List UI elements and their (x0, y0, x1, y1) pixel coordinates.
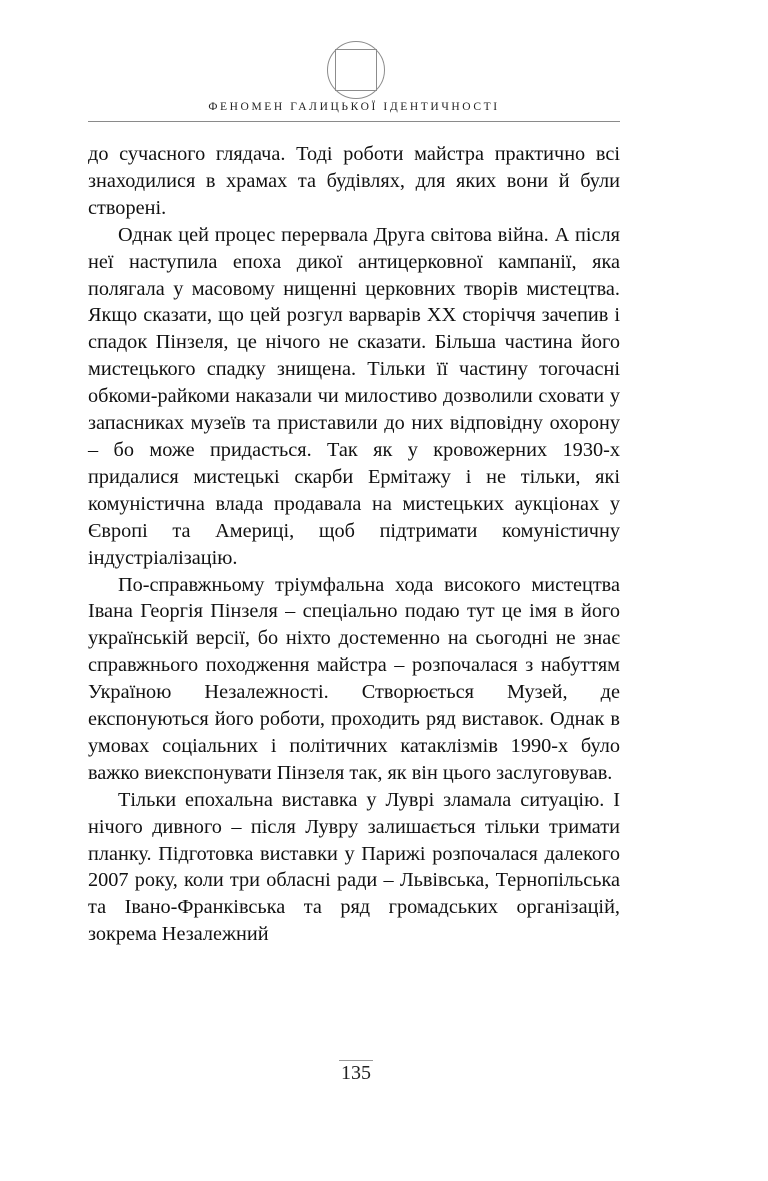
page-number: 135 (341, 1062, 371, 1084)
paragraph-2: Однак цей процес перервала Друга світова війна. А після неї наступила епоха дикої антицерковної кампанії, яка полягала у масовому нищенні церковних творів мистецтва. Якщо сказати, що цей розгул варварів ХХ сторіччя зачепив і спадок Пінзеля, це нічого не сказати. Більша частина його мистецького спадку знищена. Тільки її частину тогочасні обкоми-райкоми наказали чи милостиво дозволили сховати у запасниках музеїв та приставили до них відповідну охорону – бо може придасться. Так як у кровожерних 1930-х придалися мистецькі скарби Ермітажу і не тільки, які комуністична влада продавала на мистецьких аукціонах у Європі та Америці, щоб підтримати комуністичну індустріалізацію. (88, 223, 620, 569)
paragraph-1: до сучасного глядача. Тоді роботи майстра практично всі знаходилися в храмах та будівлях, для яких вони й були створені. (88, 143, 620, 219)
paragraph-4: Тільки епохальна виставка у Луврі зламала ситуацію. І нічого дивного – після Лувру залишається тільки тримати планку. Підготовка виставки у Парижі розпочалася далекого 2007 року, коли три обласні ради – Львівська, Тернопільська та Івано-Франківська та ряд громадських організацій, зокрема Незалежний (88, 788, 620, 946)
running-header: ФЕНОМЕН ГАЛИЦЬКОЇ ІДЕНТИЧНОСТІ (208, 101, 500, 113)
paragraph-3: По-справжньому тріумфальна хода високого мистецтва Івана Георгія Пінзеля – спеціально подаю тут це імя в його українській версії, бо ніхто достеменно на сьогодні не знає справжнього походження майстра – розпочалася з набуттям Україною Незалежності. Створюється Музей, де експонуються його роботи, проходить ряд виставок. Однак в умовах соціальних і політичних катаклізмів 1990-х було важко виекспонувати Пінзеля так, як він цього заслуговував. (88, 573, 620, 784)
header-rule (88, 121, 620, 122)
body-text (88, 141, 620, 948)
circle-square-emblem-icon (326, 40, 386, 100)
